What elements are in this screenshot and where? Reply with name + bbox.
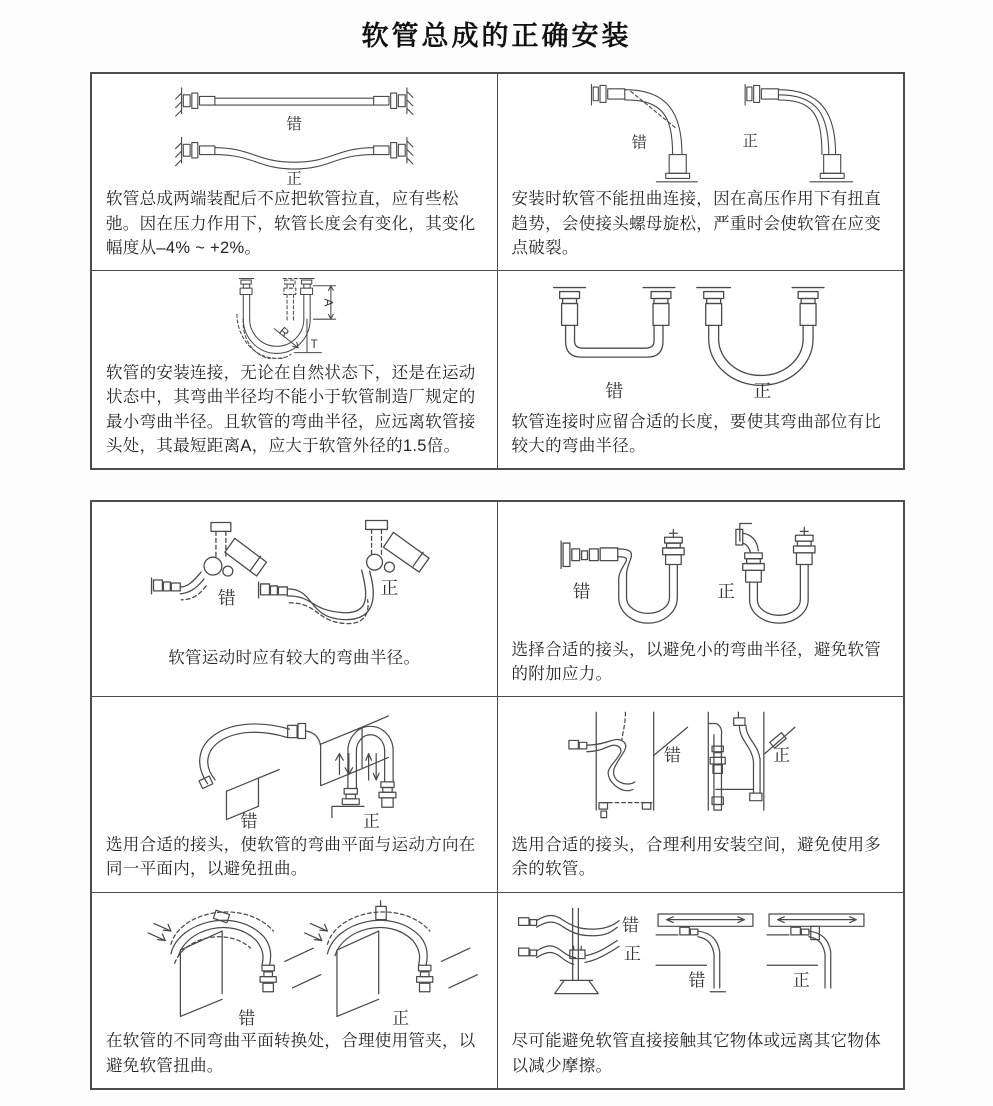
hose-motion-drawing: [96, 504, 493, 644]
cell-no-twist: [498, 74, 904, 271]
diagram-bend-radius-dimension: [92, 271, 497, 359]
caption-proper-length: 软管连接时应留合适的长度，要使其弯曲部位有比较大的弯曲半径。: [511, 412, 882, 455]
diagram-motion-bend-radius: [92, 502, 497, 644]
dimension-a-label: A: [321, 298, 336, 307]
wrong-label: 错: [621, 915, 639, 935]
hose-bend-plane-drawing: [96, 699, 493, 831]
wrong-label: 错: [217, 587, 236, 608]
page-title: 软管总成的正确安装: [361, 21, 632, 51]
cell-proper-length: [498, 271, 904, 468]
wrong-label: 错: [286, 115, 302, 133]
cell-use-clamps: [92, 893, 498, 1088]
correct-label: 正: [362, 812, 380, 832]
wrong-label: 错: [604, 380, 623, 401]
hose-fitting-choice-drawing: [502, 504, 900, 636]
caption-motion-radius: 软管运动时应有较大的弯曲半径。: [168, 649, 421, 668]
caption-fitting-choice: 选择合适的接头，以避免小的弯曲半径，避免软管的附加应力。: [511, 640, 882, 684]
caption-space-usage: 选用合适的接头，合理利用安装空间，避免使用多余的软管。: [511, 836, 882, 879]
diagram-use-clamps: [92, 893, 497, 1028]
diagram-tight-vs-wide-u: [498, 271, 904, 408]
dimension-t-label: T: [310, 336, 318, 351]
hose-straight-vs-slack-drawing: [96, 76, 493, 185]
cell-avoid-contact: [498, 893, 904, 1088]
correct-label: 正: [752, 380, 771, 401]
correct-label: 正: [742, 132, 758, 150]
wrong-label: 错: [240, 812, 258, 832]
caption-bend-plane: 选用合适的接头，使软管的弯曲平面与运动方向在同一平面内，以避免扭曲。: [106, 836, 476, 879]
cell-min-bend-radius: [92, 271, 498, 468]
correct-label: 正: [286, 170, 302, 186]
table-1: [90, 72, 905, 470]
diagram-fitting-choice: [498, 502, 904, 636]
hose-space-usage-drawing: [502, 699, 900, 831]
cell-space-usage: [498, 697, 904, 892]
radius-r-label: R: [276, 323, 292, 341]
wrong-label: 错: [663, 746, 681, 766]
caption-min-bend-radius: 软管的安装连接，无论在自然状态下，还是在运动状态中，其弯曲半径均不能小于软管制造厂规定的最小弯曲半径。且软管的弯曲半径，应远离软管接头处，其最短距离A，应大于软管外径的1.5倍。: [106, 364, 476, 455]
cell-motion-radius: [92, 502, 498, 697]
caption-no-stretch: 软管总成两端装配后不应把软管拉直，应有些松弛。因在压力作用下，软管长度会有变化，其变化幅度从–4% ~ +2%。: [106, 190, 476, 257]
correct-label: 正: [716, 581, 735, 602]
correct-label: 正: [391, 1008, 410, 1028]
correct-label: 正: [623, 944, 641, 964]
caption-use-clamps: 在软管的不同弯曲平面转换处，合理使用管夹，以避免软管扭曲。: [106, 1032, 476, 1075]
hose-avoid-contact-drawing: [502, 895, 900, 1028]
caption-avoid-contact: 尽可能避免软管直接接触其它物体或远离其它物体以减少摩擦。: [511, 1032, 882, 1075]
cell-bend-plane: [92, 697, 498, 892]
wrong-label: 错: [687, 970, 705, 990]
wrong-label: 错: [572, 581, 590, 602]
table-2: [90, 500, 905, 1090]
cell-no-stretch: [92, 74, 498, 271]
hose-u-dimension-drawing: [96, 273, 493, 359]
correct-label: 正: [792, 970, 810, 990]
caption-no-twist: 安装时软管不能扭曲连接，因在高压作用下有扭直趋势，会使接头螺母旋松，严重时会使软管在应变点破裂。: [511, 190, 882, 257]
hose-twist-drawing: [502, 76, 900, 185]
diagram-twist-vs-untwisted: [498, 74, 904, 185]
correct-label: 正: [772, 746, 790, 766]
diagram-space-usage: [498, 697, 904, 831]
hose-clamp-drawing: [96, 895, 493, 1028]
cell-fitting-choice: [498, 502, 904, 697]
diagram-bend-plane: [92, 697, 497, 831]
diagram-straight-vs-slack: [92, 74, 497, 185]
hose-length-drawing: [502, 273, 900, 408]
correct-label: 正: [380, 577, 399, 598]
diagram-avoid-contact: [498, 893, 904, 1028]
wrong-label: 错: [631, 134, 647, 152]
wrong-label: 错: [238, 1008, 256, 1028]
